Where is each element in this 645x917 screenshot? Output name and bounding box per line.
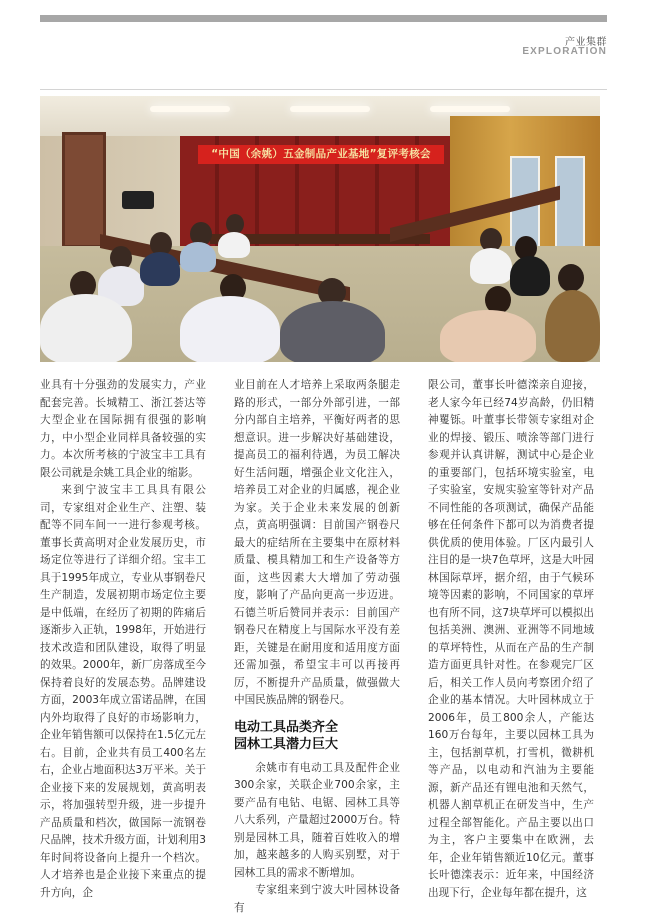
paragraph: 业目前在人才培养上采取两条腿走路的形式，一部分外部引进，一部分内部自主培养，平衡好两者的思想意识。进一步解决好基础建设，提高员工的福利待遇，为员工解决好生活问题，增强企业文化注入，培养员工对企业的归属感，视企业为家。关于企业未来发展的创新点，黄高明强调：目前国产钢卷尺最大的症结所在主要集中在原材料质量、模具精加工和生产设备等方面，这些因素大大增加了劳动强度，影响了产品向更高一步迈进。石德兰听后赞同并表示：目前国产钢卷尺在精度上与国际水平没有差距，关键是在耐用度和适用度方面还需加强，希望宝丰可以再接再厉，不断提升产品质量，做强做大中国民族品牌的钢卷尺。 bbox=[234, 379, 400, 706]
ceiling-light bbox=[430, 106, 510, 112]
meeting-photo bbox=[40, 96, 600, 362]
photo-door bbox=[62, 132, 106, 248]
article-column-1 bbox=[40, 377, 206, 902]
ceiling-light bbox=[290, 106, 370, 112]
paragraph: 专家组来到宁波大叶园林设备有 bbox=[234, 884, 400, 914]
top-rule bbox=[40, 15, 607, 22]
paragraph: 来到宁波宝丰工具具有限公司，专家组对企业生产、注塑、装配等不同车间一一进行参观考核。董事长黄高明对企业发展历史，市场定位等进行了详细介绍。宝丰工具于1995年成立，专业从事钢卷尺生产制造，发展初期市场定位主要是中低端，在经历了初期的阵痛后逐渐步入正轨，1998年，开始进行技术改造和团队建设，取得了明显的效果。2000年，新厂房落成至今保持着良好的发展态势。品牌建设方面，2003年成立雷诺品牌，在国内外均取得了良好的市场影响力，企业年销售额可以保持在1.5亿元左右。目前，企业共有员工400名左右，企业占地面积达3万平米。关于企业接下来的发展规划，黄高明表示，将加强转型升级，进一步提升产品质量和档次，做国际一流钢卷尺品牌，技术升级方面，计划利用3年时间将设备向上提升一个档次。人才培养也是企业接下来重点的提升方向，企 bbox=[40, 484, 206, 899]
paragraph: 限公司，董事长叶德滦亲自迎接，老人家今年已经74岁高龄，仍旧精神矍铄。叶董事长带领专家组对企业的焊接、锻压、喷涂等部门进行参观并认真讲解，测试中心是企业的重要部门，包括环境实验室，电子实验室，安规实验室等针对产品不同性能的各项测试，确保产品能够在任何条件下都可以为消费者提供优质的使用体验。厂区内最引人注目的是一块7色草坪，这是大叶园林国际草坪，据介绍，由于气候环境等因素的影响，不同国家的草坪也有所不同，这7块草坪可以模拟出包括美洲、澳洲、亚洲等不同地域的草坪特性，从而在产品的生产制造方面更具针对性。在参观完厂区后，相关工作人员向考察团介绍了企业的基本情况。大叶园林成立于2006年，员工800余人，产能达160万台每年，主要以园林工具为主，包括割草机，打雪机，微耕机等产品，以电动和汽油为主要能源，新产品还有锂电池和天然气，机器人割草机正在研发当中，生产过程全部智能化。产品主要以出口为主，客户主要集中在欧洲，去年，企业年销售额近10亿元。董事长叶德滦表示：近年来，中国经济出现下行，企业每年都在提升，这 bbox=[428, 379, 594, 899]
section-heading-line: 电动工具品类齐全 bbox=[234, 719, 339, 735]
article-column-2 bbox=[234, 377, 400, 917]
photo-window bbox=[555, 156, 585, 250]
section-heading bbox=[234, 719, 400, 753]
meeting-banner: “中国（余姚）五金制品产业基地”复评考核会 bbox=[198, 145, 444, 164]
video-camera bbox=[122, 191, 154, 209]
paragraph: 余姚市有电动工具及配件企业300余家，关联企业700余家，主要产品有电钻、电锯、园林工具等八大系列，产量超过2000万台。特别是园林工具，随着百姓收入的增加，越来越多的人购买别墅，对于园林工具的需求不断增加。 bbox=[234, 761, 400, 879]
section-subtitle: EXPLORATION bbox=[522, 46, 607, 57]
header-divider bbox=[40, 89, 607, 90]
section-title: 产业集群 bbox=[565, 37, 607, 48]
paragraph: 业具有十分强劲的发展实力，产业配套完善。长城精工、浙江荟达等大型企业在国际拥有很强的影响力，中小型企业同样具备较强的实力。本次所考核的宁波宝丰工具有限公司就是余姚工具企业的缩影。 bbox=[40, 379, 206, 479]
article-column-3 bbox=[428, 377, 594, 902]
ceiling-light bbox=[150, 106, 230, 112]
section-heading-line: 园林工具潜力巨大 bbox=[234, 736, 339, 752]
